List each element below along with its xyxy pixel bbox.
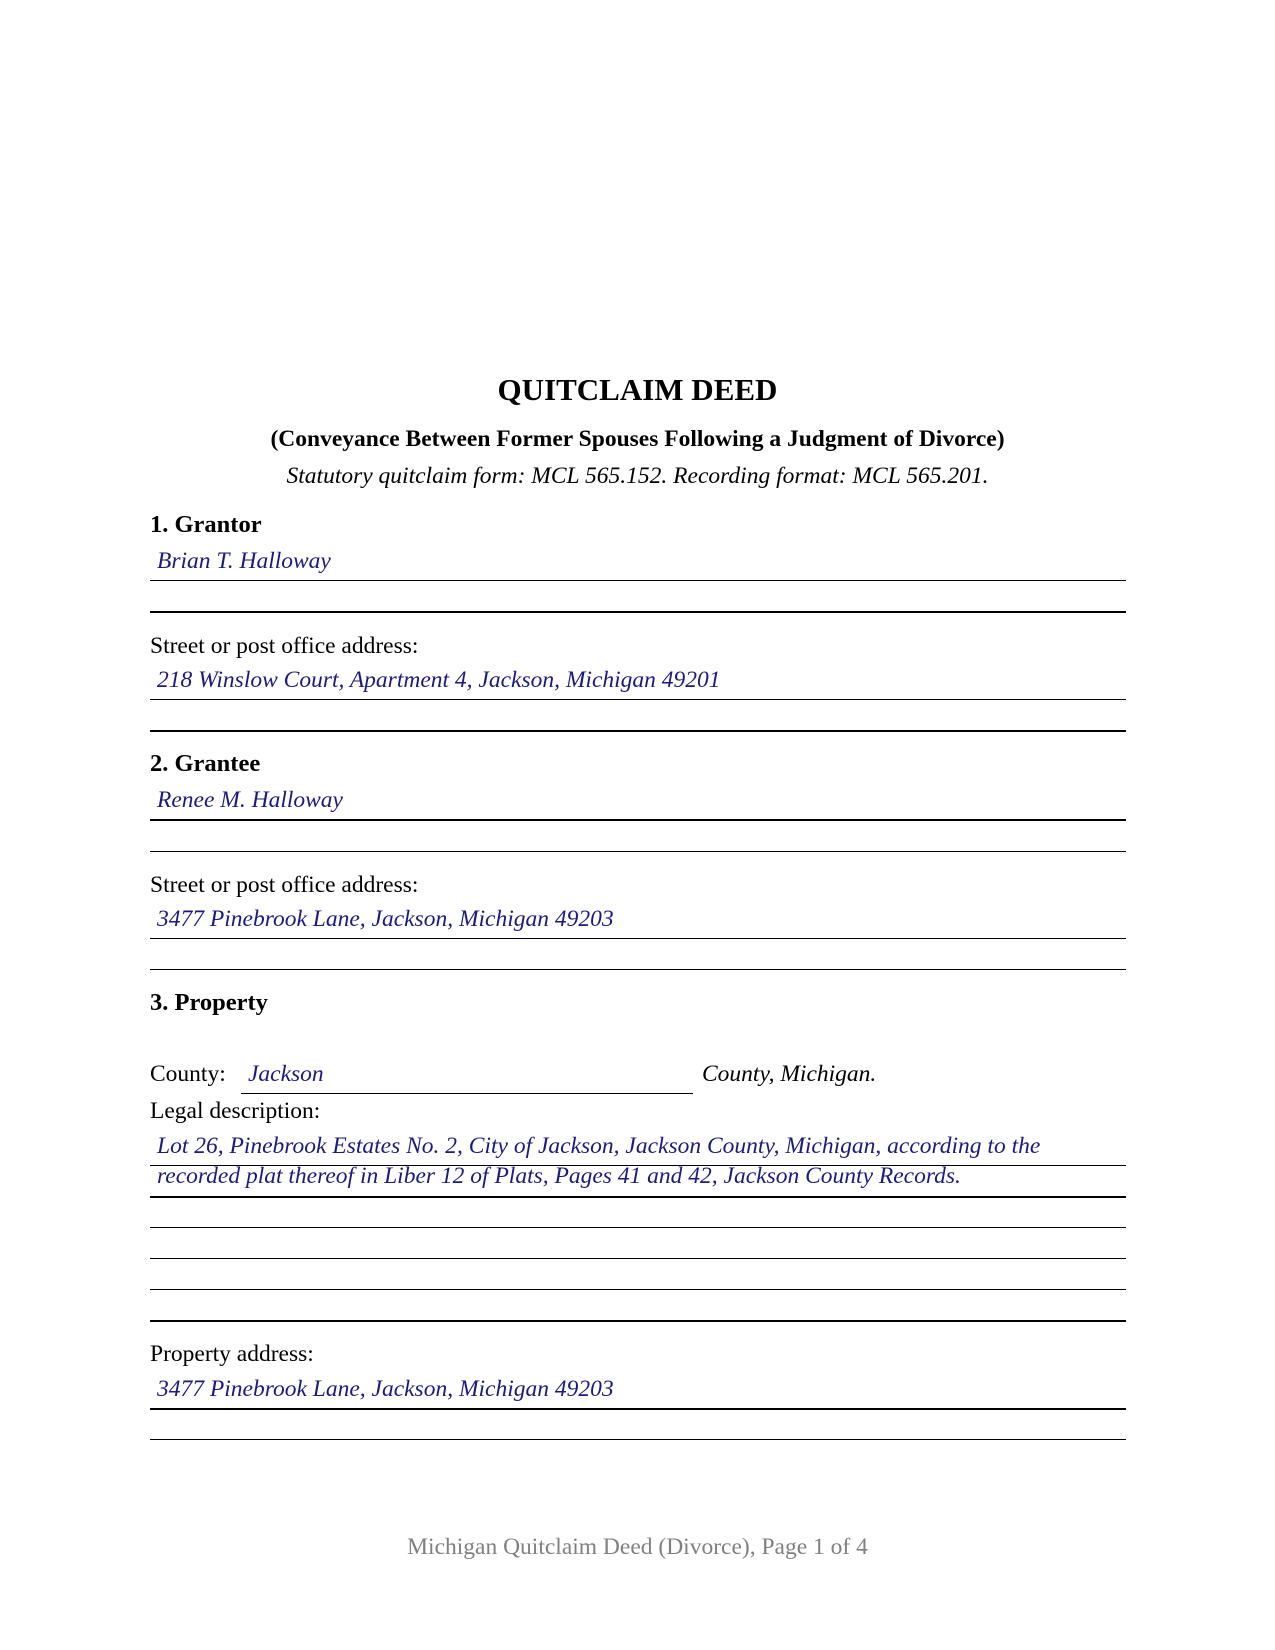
- grantee-heading: 2. Grantee: [150, 750, 261, 777]
- grantor-address-line: [150, 699, 1126, 700]
- property-address-line: [150, 1408, 1126, 1410]
- county-field[interactable]: Jackson: [248, 1061, 324, 1087]
- county-line: [241, 1093, 693, 1094]
- page-footer: Michigan Quitclaim Deed (Divorce), Page 1 of 4: [407, 1534, 868, 1560]
- legal-description-line-2[interactable]: recorded plat thereof in Liber 12 of Plats, Pages 41 and 42, Jackson County Records.: [157, 1163, 961, 1189]
- grantor-address-label: Street or post office address:: [150, 633, 419, 659]
- grantee-address-blank-line: [150, 969, 1126, 970]
- grantee-address-field[interactable]: 3477 Pinebrook Lane, Jackson, Michigan 49203: [157, 906, 614, 932]
- legal-line-2-rule: [150, 1196, 1126, 1198]
- grantor-heading: 1. Grantor: [150, 511, 262, 538]
- grantee-name-field[interactable]: Renee M. Halloway: [157, 787, 343, 813]
- legal-blank-line-2: [150, 1258, 1126, 1259]
- legal-blank-line-3: [150, 1289, 1126, 1290]
- document-title: QUITCLAIM DEED: [497, 372, 778, 407]
- grantee-address-line: [150, 938, 1126, 939]
- grantee-name-line: [150, 819, 1126, 821]
- grantee-blank-line: [150, 851, 1126, 852]
- legal-description-line-1[interactable]: Lot 26, Pinebrook Estates No. 2, City of Jackson, Jackson County, Michigan, according to the: [157, 1133, 1041, 1159]
- county-suffix: County, Michigan.: [702, 1061, 877, 1087]
- statute-note: Statutory quitclaim form: MCL 565.152. Recording format: MCL 565.201.: [286, 463, 989, 489]
- grantee-address-label: Street or post office address:: [150, 872, 419, 898]
- grantor-name-line: [150, 580, 1126, 581]
- grantor-address-field[interactable]: 218 Winslow Court, Apartment 4, Jackson, Michigan 49201: [157, 667, 721, 693]
- legal-description-label: Legal description:: [150, 1098, 321, 1124]
- property-address-blank-line: [150, 1439, 1126, 1440]
- grantor-address-blank-line: [150, 730, 1126, 732]
- legal-blank-line-1: [150, 1227, 1126, 1228]
- property-address-label: Property address:: [150, 1341, 314, 1367]
- grantor-name-field[interactable]: Brian T. Halloway: [157, 548, 331, 574]
- document-subtitle: (Conveyance Between Former Spouses Following a Judgment of Divorce): [270, 426, 1005, 452]
- county-label: County:: [150, 1061, 226, 1087]
- property-heading: 3. Property: [150, 989, 268, 1016]
- property-address-field[interactable]: 3477 Pinebrook Lane, Jackson, Michigan 49203: [157, 1376, 614, 1402]
- grantor-blank-line: [150, 611, 1126, 613]
- legal-blank-line-4: [150, 1320, 1126, 1322]
